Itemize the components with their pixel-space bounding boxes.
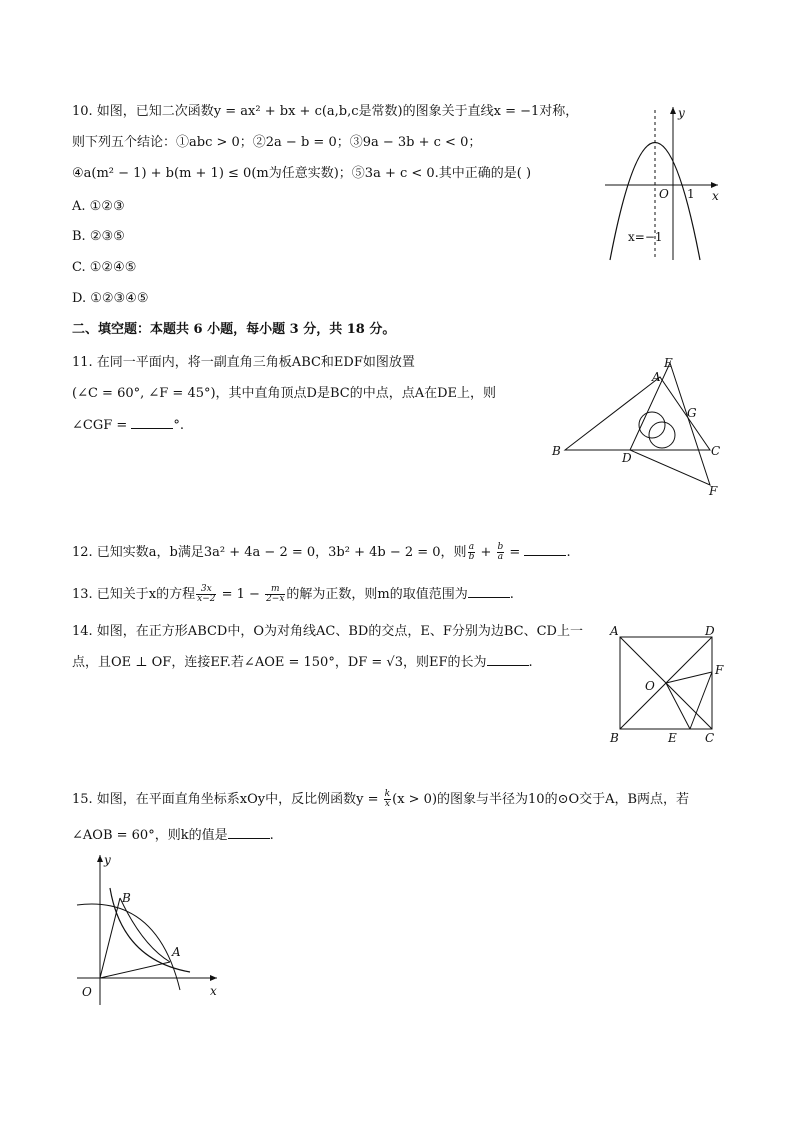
q11-label-g: G xyxy=(687,406,697,420)
q11-label-f: F xyxy=(709,484,718,498)
q11-triangles-figure xyxy=(550,355,730,505)
q12-fraction-1-num: a xyxy=(468,542,475,552)
q14-label-a: A xyxy=(610,624,619,638)
q13-post: 的解为正数，则m的取值范围为 xyxy=(286,587,468,602)
q15-fraction xyxy=(384,790,391,809)
q13-fraction-1-num: 3x xyxy=(196,585,216,595)
section-2-title: 二、填空题：本题共 6 小题，每小题 3 分，共 18 分。 xyxy=(72,322,396,337)
q10-label-o: O xyxy=(659,187,669,201)
q15-segment-ob xyxy=(100,898,120,978)
q12-plus: + xyxy=(476,545,496,560)
q12-fraction-b-over-a xyxy=(497,543,505,562)
q12-equals: = xyxy=(505,545,525,560)
q14-label-d: D xyxy=(705,624,715,638)
q15-line-2 xyxy=(72,826,274,845)
q11-label-e: E xyxy=(664,356,673,370)
q15-answer-blank[interactable] xyxy=(228,826,270,839)
q14-square-figure xyxy=(605,622,735,747)
q14-label-b: B xyxy=(610,731,619,745)
q11-label-d: D xyxy=(622,451,632,465)
q11-label-a: A xyxy=(652,370,661,384)
q15-y-arrow xyxy=(97,855,103,862)
q11-line-2: (∠C = 60°, ∠F = 45°)，其中直角顶点D是BC的中点，点A在DE上，则 xyxy=(72,386,497,401)
q10-option-d: D. ①②③④⑤ xyxy=(72,291,149,306)
q15-label-x: x xyxy=(210,984,217,998)
q13-line xyxy=(72,585,514,604)
q13-fraction-2-num: m xyxy=(265,585,285,595)
q11-angle-arc-2 xyxy=(649,422,675,448)
q14-label-c: C xyxy=(705,731,715,745)
q11-angle-text: ∠CGF = xyxy=(72,418,132,433)
q15-fraction-num: k xyxy=(384,789,391,799)
q12-fraction-a-over-b xyxy=(468,543,476,562)
q13-fraction-2-den: 2−x xyxy=(266,594,285,604)
q11-degree: °. xyxy=(173,418,185,433)
q15-label-y: y xyxy=(104,853,111,867)
q13-fraction-1 xyxy=(196,585,216,604)
q15-fraction-den: x xyxy=(384,799,390,809)
q10-option-a: A. ①②③ xyxy=(72,199,125,214)
q12-fraction-2-den: a xyxy=(497,552,504,562)
q14-answer-blank[interactable] xyxy=(487,653,529,666)
q14-label-f: F xyxy=(715,663,724,677)
q10-line-3: ④a(m² − 1) + b(m + 1) ≤ 0(m为任意实数)；⑤3a + c < 0.其中正确的是( ) xyxy=(72,166,532,181)
q15-angle-text: ∠AOB = 60°，则k的值是 xyxy=(72,828,228,843)
q11-answer-blank[interactable] xyxy=(131,416,173,429)
q11-line-3 xyxy=(72,416,184,435)
q15-period: . xyxy=(269,828,274,843)
q13-answer-blank[interactable] xyxy=(468,585,510,598)
q11-line-1: 11. 在同一平面内，将一副直角三角板ABC和EDF如图放置 xyxy=(72,355,415,370)
q15-label-o: O xyxy=(82,985,92,999)
q13-period: . xyxy=(509,587,514,602)
q12-text: 12. 已知实数a，b满足3a² + 4a − 2 = 0，3b² + 4b − 2 = 0，则 xyxy=(72,545,467,560)
q15-text: 15. 如图，在平面直角坐标系xOy中，反比例函数y = xyxy=(72,792,383,807)
q13-fraction-2 xyxy=(265,585,285,604)
q11-label-b: B xyxy=(552,444,561,458)
q14-segment-of xyxy=(666,672,712,683)
q14-label-o: O xyxy=(645,679,655,693)
q13-fraction-1-den: x−2 xyxy=(197,594,216,604)
q15-label-a: A xyxy=(172,945,181,959)
q14-line-1: 14. 如图，在正方形ABCD中，O为对角线AC、BD的交点，E、F分别为边BC、CD上一 xyxy=(72,624,583,639)
q12-period: . xyxy=(566,545,571,560)
q14-label-e: E xyxy=(668,731,677,745)
q15-label-b: B xyxy=(122,891,131,905)
q10-label-x: x xyxy=(712,189,719,203)
q15-coordinate-figure xyxy=(72,850,232,1010)
q11-triangle-edf xyxy=(630,363,710,485)
q10-label-one: 1 xyxy=(687,187,695,201)
q15-x-arrow xyxy=(210,975,217,981)
q10-label-axis: x=−1 xyxy=(628,230,663,244)
q10-parabola-figure xyxy=(600,105,730,265)
q15-text-post: (x > 0)的图象与半径为10的⊙O交于A，B两点，若 xyxy=(392,792,690,807)
q10-line-2: 则下列五个结论：①abc > 0；②2a − b = 0；③9a − 3b + c < 0； xyxy=(72,135,482,150)
q12-fraction-2-num: b xyxy=(497,542,504,552)
q10-y-arrow xyxy=(670,107,676,114)
q14-text: 点，且OE ⊥ OF，连接EF.若∠AOE = 150°，DF = √3，则EF的长为 xyxy=(72,655,487,670)
q14-period: . xyxy=(528,655,533,670)
q14-line-2 xyxy=(72,653,533,672)
q10-line-1: 10. 如图，已知二次函数y = ax² + bx + c(a,b,c是常数)的图象关于直线x = −1对称， xyxy=(72,104,579,119)
q10-label-y: y xyxy=(678,106,685,120)
q10-x-arrow xyxy=(711,182,718,188)
q10-option-c: C. ①②④⑤ xyxy=(72,260,137,275)
q10-option-b: B. ②③⑤ xyxy=(72,229,125,244)
q12-answer-blank[interactable] xyxy=(524,543,566,556)
q15-circle-arc xyxy=(77,904,180,990)
q14-segment-oe xyxy=(666,683,690,729)
q11-label-c: C xyxy=(711,444,721,458)
q13-text: 13. 已知关于x的方程 xyxy=(72,587,196,602)
q13-mid: = 1 − xyxy=(217,587,265,602)
q15-segment-oa xyxy=(100,962,170,978)
q14-segment-ef xyxy=(690,672,712,729)
q12-line xyxy=(72,543,571,562)
q12-fraction-1-den: b xyxy=(468,552,475,562)
q11-angle-arc-1 xyxy=(639,412,665,438)
q15-line-1 xyxy=(72,790,689,809)
